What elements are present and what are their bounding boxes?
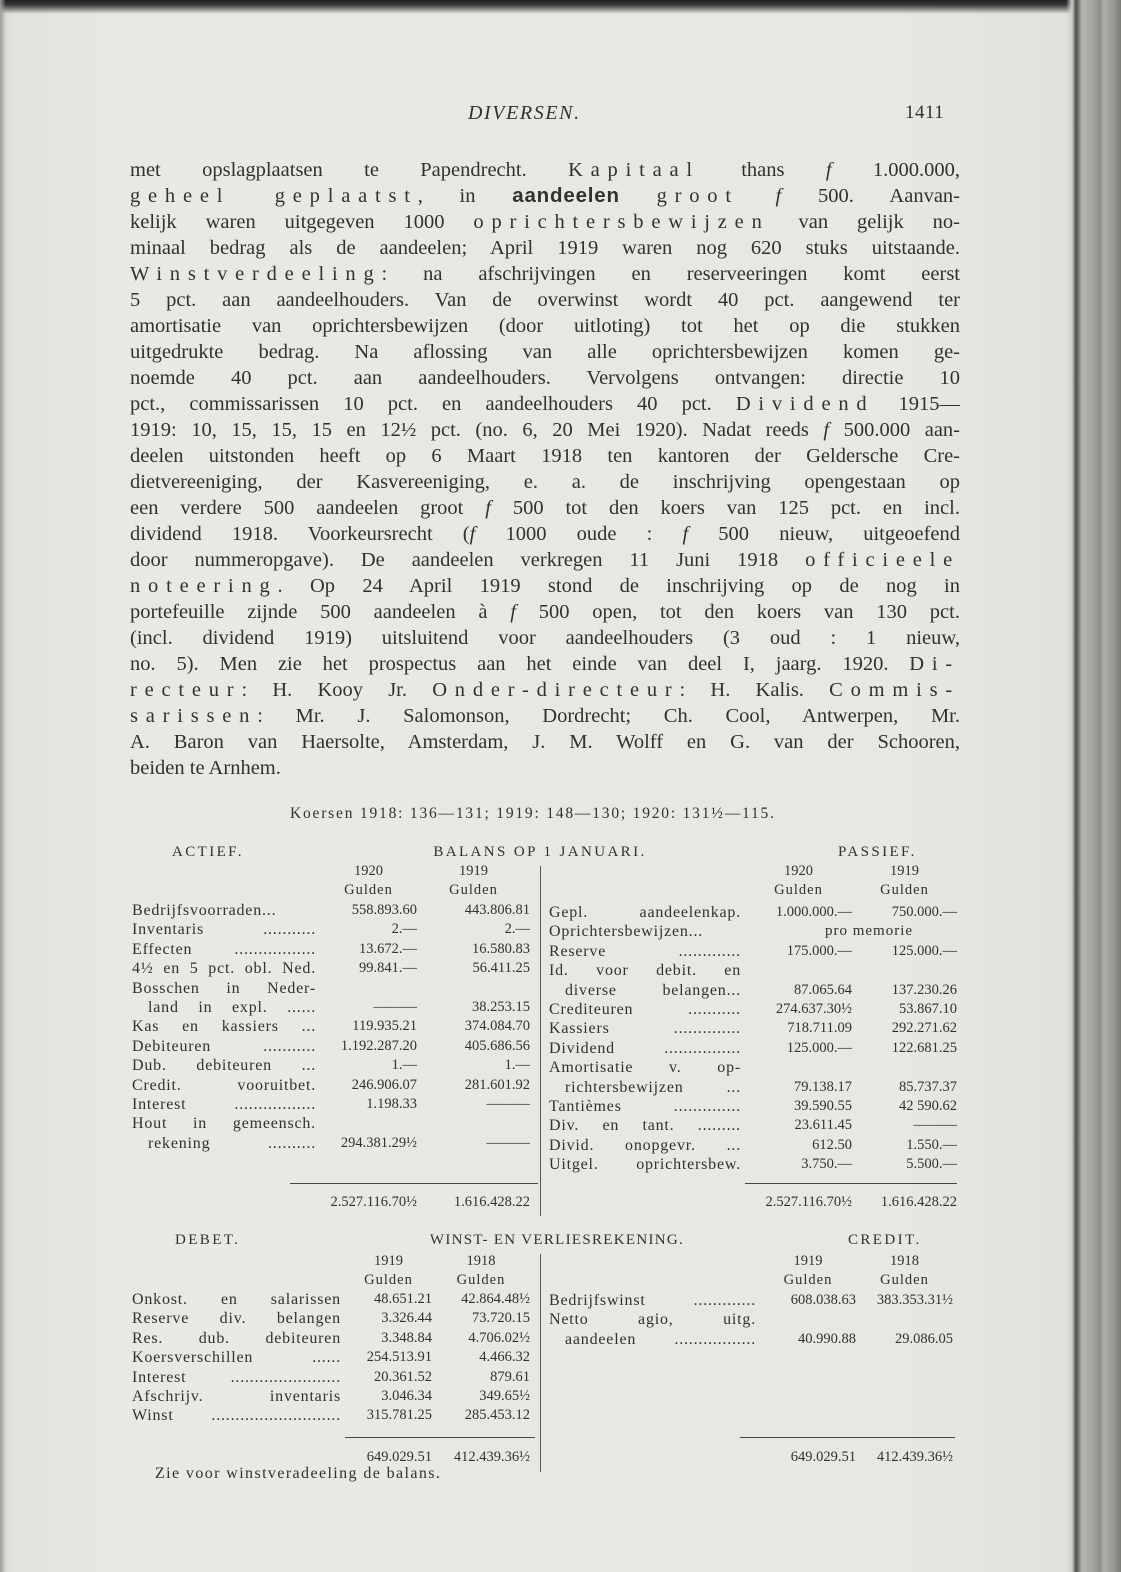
total-previous-year: 1.616.428.22 <box>880 1194 957 1210</box>
body-line <box>130 651 960 677</box>
body-line <box>130 677 960 703</box>
body-line <box>130 209 960 235</box>
total-rule <box>740 1437 955 1438</box>
row-value-previous-year: 349.65½ <box>479 1387 530 1404</box>
row-label: Onkost. en salarissen <box>132 1291 341 1308</box>
row-value-current-year: 2.— <box>391 921 417 938</box>
row-label: Oprichtersbewijzen... <box>549 923 704 941</box>
text-run: beiden te Arnhem. <box>130 757 281 779</box>
text-run: 500. Aanvan- <box>781 185 961 207</box>
body-line <box>130 339 960 365</box>
spaced-term: sarissen <box>130 705 258 727</box>
table-row <box>132 901 530 920</box>
text-run: pct., commissarissen 10 pct. en aandeelhouders 40 pct. <box>130 393 736 415</box>
text-run: kelijk waren uitgegeven 1000 <box>130 211 474 233</box>
row-label: Gepl. aandeelenkap. <box>549 904 741 921</box>
winst-credit-column-headers <box>549 1252 953 1290</box>
table-row <box>132 1290 530 1309</box>
row-value-current-year: 1.000.000.— <box>775 904 852 920</box>
unit-header: Gulden <box>774 882 823 898</box>
spaced-term: groot <box>656 185 739 207</box>
row-value-previous-year: 443.806.81 <box>464 902 530 918</box>
body-line <box>130 391 960 417</box>
text-run: door nummeropgave). De aandeelen verkregen 11 Juni 1918 <box>130 549 806 571</box>
row-value-current-year: 558.893.60 <box>351 902 417 918</box>
table-row <box>549 1155 957 1174</box>
bold-term: aandeelen <box>512 184 620 207</box>
table-row <box>549 1019 957 1038</box>
row-label: Res. dub. debiteuren <box>132 1329 341 1347</box>
row-value-note: pro memorie <box>824 923 914 940</box>
row-label: Bosschen in Neder- <box>132 979 316 997</box>
row-value-previous-year: 125.000.— <box>891 942 957 959</box>
balans-passief-title: PASSIEF. <box>838 844 917 860</box>
row-label: Crediteuren ........... <box>549 1000 741 1018</box>
year-header: 1919 <box>793 1253 823 1269</box>
row-label: Koersverschillen ...... <box>132 1349 341 1367</box>
row-label: Inventaris ........... <box>132 921 316 939</box>
text-run: . Op 24 April 1919 stond de inschrijving op de nog in <box>277 575 960 597</box>
row-value-current-year: 79.138.17 <box>794 1078 852 1095</box>
table-row <box>549 1116 957 1135</box>
year-header: 1920 <box>784 863 813 879</box>
total-rule <box>345 1437 535 1438</box>
row-label: Amortisatie v. op- <box>549 1059 741 1077</box>
total-current-year: 2.527.116.70½ <box>330 1194 417 1210</box>
koersen-line: Koersen 1918: 136—131; 1919: 148—130; 1920: 131½—115. <box>290 805 776 822</box>
body-line <box>130 547 960 573</box>
row-label: Dub. debiteuren ... <box>132 1057 316 1075</box>
row-value-current-year <box>745 961 852 980</box>
row-value-current-year: 3.348.84 <box>381 1329 432 1346</box>
row-label: Reserve div. belangen <box>132 1310 341 1328</box>
row-label: Winst ........................... <box>132 1407 341 1425</box>
row-label: Effecten ................. <box>132 940 316 958</box>
florin-sign: f <box>775 185 782 207</box>
row-value-current-year: 119.935.21 <box>352 1018 417 1035</box>
row-value-current-year: 1.198.33 <box>366 1095 417 1112</box>
row-value-previous-year: 4.466.32 <box>479 1349 530 1366</box>
table-row <box>132 920 530 939</box>
row-value-current-year: 23.611.45 <box>794 1117 852 1134</box>
florin-sign: f <box>485 497 491 519</box>
row-value-current-year: 87.065.64 <box>794 981 852 998</box>
body-line <box>130 573 960 599</box>
row-label: aandeelen ................. <box>565 1330 756 1348</box>
table-row <box>549 1310 953 1329</box>
spacer <box>549 881 745 900</box>
text-run: 1000 oude : <box>475 523 683 545</box>
unit-header: Gulden <box>456 1272 506 1288</box>
balans-passief-column-headers <box>549 862 957 900</box>
balans-passief-rows <box>549 903 957 1174</box>
spacer <box>549 1252 760 1271</box>
year-header: 1919 <box>374 1253 403 1269</box>
row-value-current-year: 3.046.34 <box>381 1387 432 1404</box>
winst-debet-totals <box>132 1447 530 1467</box>
running-head-title: DIVERSEN. <box>468 102 581 124</box>
year-header: 1919 <box>459 863 488 879</box>
row-value-previous-year: 53.867.10 <box>899 1000 957 1017</box>
table-row <box>132 998 530 1017</box>
row-value-previous-year: 285.453.12 <box>464 1407 530 1424</box>
text-run: : H. Kalis. <box>679 679 830 701</box>
florin-sign: f <box>682 523 689 545</box>
text-run: 500 open, tot den koers van 130 pct. <box>515 601 960 623</box>
row-label: Bedrijfswinst ............. <box>549 1292 756 1309</box>
row-value-current-year <box>320 1114 417 1133</box>
spacer <box>132 1447 345 1467</box>
table-row <box>132 1017 530 1036</box>
row-value-previous-year: 405.686.56 <box>464 1037 530 1054</box>
scan-top-edge <box>0 0 1121 14</box>
row-label: Credit. vooruitbet. <box>132 1076 316 1094</box>
row-value-previous-year: 383.353.31½ <box>876 1292 953 1308</box>
text-run <box>739 185 776 207</box>
table-row <box>132 1095 530 1114</box>
table-row <box>549 1078 957 1097</box>
scan-binding-edge <box>1066 0 1121 1572</box>
row-label: Reserve ............. <box>549 942 741 960</box>
row-value-previous-year: 5.500.— <box>906 1156 957 1173</box>
row-value-previous-year <box>856 1310 953 1329</box>
spacer <box>132 881 320 900</box>
balans-passief-totals <box>549 1192 957 1212</box>
spaced-term: Di- <box>909 653 960 675</box>
row-label: diverse belangen... <box>565 981 741 999</box>
row-value-current-year: 3.326.44 <box>381 1310 432 1327</box>
row-value-previous-year: 122.681.25 <box>891 1039 957 1056</box>
spaced-term: Commis- <box>829 679 960 701</box>
row-label: Dividend ................ <box>549 1039 741 1057</box>
row-value-previous-year: 374.084.70 <box>464 1018 530 1035</box>
text-run: amortisatie van oprichtersbewijzen (door uitloting) tot het op die stukken <box>130 315 960 337</box>
row-label: richtersbewijzen ... <box>565 1078 741 1096</box>
row-value-previous-year: 38.253.15 <box>472 998 530 1015</box>
row-label: Afschrijv. inventaris <box>132 1387 341 1405</box>
row-value-current-year: 39.590.55 <box>794 1097 852 1114</box>
florin-sign: f <box>510 601 516 623</box>
body-text <box>130 157 960 781</box>
table-row <box>549 903 957 922</box>
spacer <box>549 1271 760 1290</box>
row-value-current-year: 20.361.52 <box>374 1368 432 1385</box>
table-row <box>132 1406 530 1425</box>
body-line <box>130 235 960 261</box>
body-line <box>130 469 960 495</box>
table-row <box>132 1076 530 1095</box>
text-run: van gelijk no- <box>769 211 960 233</box>
spaced-term: geheel geplaatst <box>130 185 418 207</box>
table-row <box>549 1058 957 1077</box>
row-label: land in expl. ...... <box>148 998 316 1016</box>
row-value-current-year: 608.038.63 <box>790 1292 856 1308</box>
row-value-current-year: 125.000.— <box>786 1039 852 1056</box>
text-run: minaal bedrag als de aandeelen; April 1919 waren nog 620 stuks uitstaande. <box>130 237 960 259</box>
text-run: : H. Kooy Jr. <box>241 679 433 701</box>
florin-sign: f <box>825 159 832 181</box>
total-current-year: 649.029.51 <box>366 1449 432 1465</box>
unit-header: Gulden <box>783 1272 833 1288</box>
unit-header: Gulden <box>364 1272 413 1288</box>
column-divider <box>540 866 541 1216</box>
total-previous-year: 412.439.36½ <box>453 1449 530 1465</box>
row-label: Interest ................. <box>132 1095 316 1113</box>
row-value-current-year: 294.381.29½ <box>340 1134 417 1151</box>
text-run: 1.000.000, <box>831 159 961 181</box>
spaced-term: Dividend <box>735 393 875 415</box>
total-previous-year: 412.439.36½ <box>876 1449 953 1465</box>
spacer <box>132 1252 345 1271</box>
table-row <box>132 1387 530 1406</box>
unit-header: Gulden <box>449 882 498 898</box>
spaced-term: Winstverdeeling <box>130 263 382 285</box>
table-row <box>549 942 957 961</box>
row-label: Netto agio, uitg. <box>549 1311 756 1329</box>
row-value-previous-year: 73.720.15 <box>472 1310 530 1327</box>
scan-left-edge <box>0 0 6 1572</box>
text-run: met opslagplaatsen te Papendrecht. <box>130 159 569 181</box>
row-value-previous-year: ——— <box>486 1134 530 1151</box>
text-run: no. 5). Men zie het prospectus aan het einde van deel I, jaarg. 1920. <box>130 653 910 675</box>
body-line <box>130 287 960 313</box>
winst-debet-rows <box>132 1290 530 1426</box>
text-run: 500 tot den koers van 125 pct. en incl. <box>490 497 960 519</box>
row-value-previous-year: 1.— <box>504 1057 530 1074</box>
row-value-current-year: 612.50 <box>812 1136 852 1153</box>
row-value-previous-year: ——— <box>913 1117 957 1134</box>
year-header: 1919 <box>890 863 919 879</box>
row-value-previous-year: 42.864.48½ <box>461 1291 530 1307</box>
spacer <box>132 862 320 881</box>
text-run: 500.000 aan- <box>829 419 960 441</box>
table-row <box>132 1348 530 1367</box>
footer-note: Zie voor winstveradeeling de balans. <box>155 1465 442 1482</box>
row-value-previous-year: 85.737.37 <box>899 1078 957 1095</box>
row-value-current-year: 315.781.25 <box>366 1407 432 1424</box>
row-value-previous-year: 16.580.83 <box>472 940 530 957</box>
spacer <box>549 1447 760 1467</box>
body-line <box>130 313 960 339</box>
text-run: noemde 40 pct. aan aandeelhouders. Vervolgens ontvangen: directie 10 <box>130 367 960 389</box>
row-label: Interest ....................... <box>132 1368 341 1386</box>
row-label: Divid. onopgevr. ... <box>549 1136 741 1154</box>
row-value-current-year: 3.750.— <box>801 1156 852 1173</box>
unit-header: Gulden <box>880 882 929 898</box>
spaced-term: officieele <box>805 549 960 571</box>
row-value-previous-year: 750.000.— <box>891 904 957 920</box>
row-label: Kassiers .............. <box>549 1020 741 1038</box>
text-run: dividend 1918. Voorkeursrecht ( <box>130 523 470 545</box>
body-line <box>130 157 960 183</box>
row-label: Bedrijfsvoorraden... <box>132 902 277 919</box>
text-run: 1919: 10, 15, 15, 15 en 12½ pct. (no. 6, 20 Mei 1920). Nadat reeds <box>130 419 824 441</box>
year-header: 1918 <box>466 1253 496 1269</box>
florin-sign: f <box>823 419 830 441</box>
spaced-term: Kapitaal <box>568 159 700 181</box>
row-value-previous-year: 281.601.92 <box>464 1076 530 1093</box>
total-previous-year: 1.616.428.22 <box>453 1194 530 1210</box>
row-value-previous-year: 292.271.62 <box>891 1020 957 1037</box>
table-row <box>132 1114 530 1133</box>
table-row <box>549 1330 953 1349</box>
winst-credit-rows <box>549 1291 953 1349</box>
row-label: rekening .......... <box>148 1134 316 1152</box>
text-run: 1915— <box>874 393 961 415</box>
text-run: een verdere 500 aandeelen groot <box>130 497 486 519</box>
row-value-current-year: 1.192.287.20 <box>340 1037 417 1054</box>
spacer <box>549 1192 745 1212</box>
table-row <box>549 1000 957 1019</box>
spaced-term: recteur <box>130 679 242 701</box>
row-value-previous-year: 29.086.05 <box>895 1330 953 1347</box>
text-run: dietvereeniging, der Kasvereeniging, e. a. de inschrijving opengestaan op <box>130 471 960 493</box>
unit-header: Gulden <box>880 1272 929 1288</box>
row-value-current-year: 274.637.30½ <box>775 1000 852 1017</box>
spacer <box>549 862 745 881</box>
winst-title: WINST- EN VERLIESREKENING. <box>429 1232 685 1248</box>
text-run: (incl. dividend 1919) uitsluitend voor aandeelhouders (3 oud : 1 nieuw, <box>130 627 960 649</box>
year-header: 1918 <box>890 1253 919 1269</box>
body-line <box>130 599 960 625</box>
row-value-current-year: ——— <box>373 998 417 1015</box>
total-current-year: 2.527.116.70½ <box>765 1194 852 1210</box>
text-run <box>620 185 657 207</box>
row-value-previous-year: 137.230.26 <box>891 981 957 998</box>
table-row <box>132 1368 530 1387</box>
row-value-previous-year: 879.61 <box>490 1368 530 1385</box>
unit-header: Gulden <box>344 882 393 898</box>
spacer <box>132 1271 345 1290</box>
body-line <box>130 729 960 755</box>
page-number: 1411 <box>905 102 945 123</box>
total-rule <box>290 1183 538 1184</box>
row-value-previous-year: 42 590.62 <box>899 1097 957 1114</box>
balans-actief-title: ACTIEF. <box>172 844 244 860</box>
body-line <box>130 703 960 729</box>
table-row <box>132 1309 530 1328</box>
row-value-previous-year: 4.706.02½ <box>468 1329 530 1346</box>
table-row <box>132 940 530 959</box>
row-value-previous-year: 56.411.25 <box>472 960 530 977</box>
text-run: portefeuille zijnde 500 aandeelen à <box>130 601 511 623</box>
body-line <box>130 365 960 391</box>
table-row <box>549 922 957 941</box>
row-label: Debiteuren ........... <box>132 1037 316 1055</box>
winst-credit-title: CREDIT. <box>848 1232 922 1248</box>
text-run: 500 nieuw, uitgeoefend <box>688 523 960 545</box>
row-label: Div. en tant. ......... <box>549 1117 741 1135</box>
body-line <box>130 625 960 651</box>
row-value-current-year <box>745 1058 852 1077</box>
row-label: Hout in gemeensch. <box>132 1115 316 1133</box>
row-value-current-year: 48.651.21 <box>374 1291 432 1307</box>
row-value-previous-year: 1.550.— <box>906 1136 957 1153</box>
text-run: A. Baron van Haersolte, Amsterdam, J. M. Wolff en G. van der Schooren, <box>130 731 960 753</box>
balans-actief-totals <box>132 1192 530 1212</box>
balans-actief-rows <box>132 901 530 1153</box>
table-row <box>132 959 530 978</box>
table-row <box>549 1039 957 1058</box>
table-row <box>549 961 957 980</box>
body-line <box>130 417 960 443</box>
winst-debet-column-headers <box>132 1252 530 1290</box>
text-run: : na afschrijvingen en reserveeringen komt eerst <box>381 263 960 285</box>
body-line <box>130 443 960 469</box>
row-value-previous-year <box>852 961 957 980</box>
column-divider <box>540 1254 541 1472</box>
row-value-current-year: 1.— <box>391 1057 417 1074</box>
row-label: 4½ en 5 pct. obl. Ned. <box>132 960 316 978</box>
table-row <box>132 979 530 998</box>
row-value-previous-year <box>417 979 530 998</box>
row-value-current-year: 254.513.91 <box>366 1349 432 1366</box>
table-row <box>549 1291 953 1310</box>
spacer <box>132 1192 320 1212</box>
balans-actief-column-headers <box>132 862 530 900</box>
row-value-current-year: 99.841.— <box>359 960 417 977</box>
text-run: : Mr. J. Salomonson, Dordrecht; Ch. Cool, Antwerpen, Mr. <box>257 705 960 727</box>
row-value-current-year: 13.672.— <box>359 940 417 957</box>
table-row <box>132 1056 530 1075</box>
row-value-previous-year <box>417 1114 530 1133</box>
total-rule <box>745 1183 957 1184</box>
spaced-term: noteering <box>130 575 278 597</box>
table-row <box>549 1136 957 1155</box>
row-value-current-year <box>320 979 417 998</box>
row-label: Tantièmes .............. <box>549 1097 741 1115</box>
row-value-previous-year <box>852 1058 957 1077</box>
total-current-year: 649.029.51 <box>790 1449 856 1465</box>
row-value-current-year <box>760 1310 856 1329</box>
florin-sign: f <box>469 523 476 545</box>
row-value-current-year: 718.711.09 <box>787 1020 852 1037</box>
row-value-current-year: 175.000.— <box>786 942 852 959</box>
body-line <box>130 261 960 287</box>
table-row <box>132 1329 530 1348</box>
row-value-previous-year: ——— <box>486 1095 530 1112</box>
body-line <box>130 521 960 547</box>
text-run: uitgedrukte bedrag. Na aflossing van alle oprichtersbewijzen komen ge- <box>130 341 960 363</box>
winst-credit-totals <box>549 1447 953 1467</box>
table-row <box>549 981 957 1000</box>
row-label: Id. voor debit. en <box>549 962 741 980</box>
balans-title: BALANS OP 1 JANUARI. <box>433 844 647 860</box>
spaced-term: oprichtersbewijzen <box>473 211 770 233</box>
text-run: , in <box>417 185 513 207</box>
table-row <box>549 1097 957 1116</box>
body-line <box>130 183 960 209</box>
row-label: Kas en kassiers ... <box>132 1018 316 1036</box>
row-value-current-year: 246.906.07 <box>351 1076 417 1093</box>
row-value-previous-year: 2.— <box>504 921 530 938</box>
row-label: Uitgel. oprichtersbew. <box>549 1156 741 1174</box>
body-line <box>130 755 960 781</box>
text-run: thans <box>699 159 826 181</box>
text-run: deelen uitstonden heeft op 6 Maart 1918 ten kantoren der Geldersche Cre- <box>130 445 960 467</box>
text-run: 5 pct. aan aandeelhouders. Van de overwinst wordt 40 pct. aangewend ter <box>130 289 960 311</box>
winst-debet-title: DEBET. <box>175 1232 241 1248</box>
year-header: 1920 <box>354 863 383 879</box>
spaced-term: Onder-directeur <box>432 679 680 701</box>
body-line <box>130 495 960 521</box>
table-row <box>132 1037 530 1056</box>
table-row <box>132 1134 530 1153</box>
row-value-current-year: 40.990.88 <box>798 1330 856 1347</box>
